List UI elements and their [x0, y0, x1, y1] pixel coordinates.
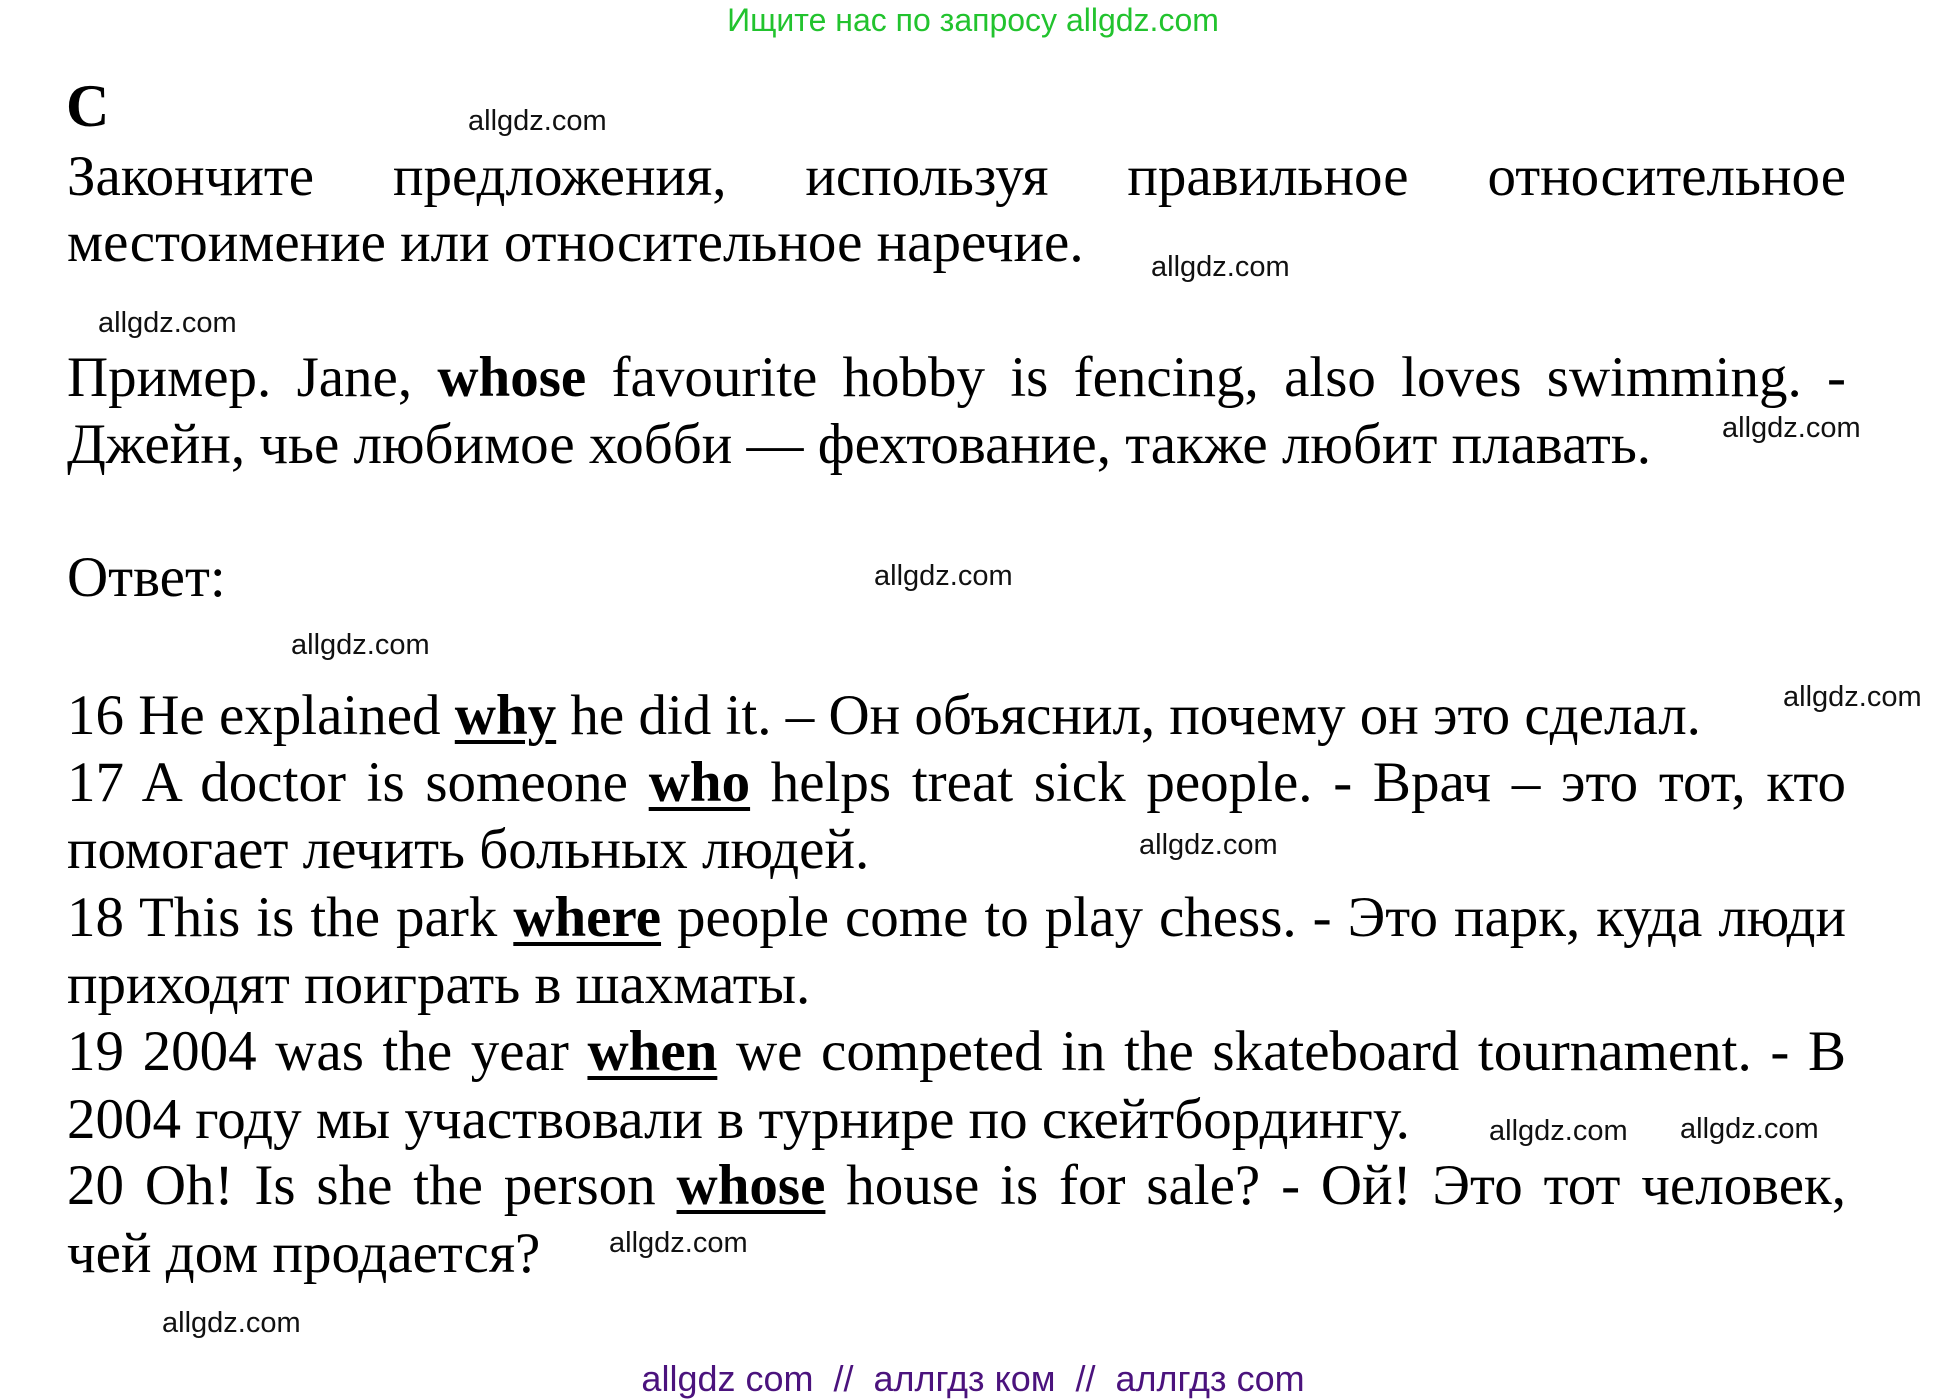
example-line-1 [67, 344, 1846, 411]
answer-20 [67, 1152, 1846, 1219]
answer-keyword: where [513, 886, 662, 949]
answer-text: 16 He explained [67, 684, 455, 747]
example-line-2: Джейн, чье любимое хобби — фехтование, также любит плавать. [67, 413, 1652, 476]
answer-20-line-2: чей дом продается? [67, 1222, 541, 1285]
answer-text: he did it. – Он объяснил, почему он это сделал. [556, 684, 1701, 747]
watermark: allgdz.com [1680, 1113, 1819, 1145]
watermark: allgdz.com [162, 1307, 301, 1339]
watermark: allgdz.com [609, 1227, 748, 1259]
watermark: allgdz.com [1151, 251, 1290, 283]
watermark: allgdz.com [874, 560, 1013, 592]
answer-text: 17 A doctor is someone [67, 751, 649, 814]
answer-17-line-2: помогает лечить больных людей. [67, 818, 870, 881]
answer-keyword: whose [676, 1154, 826, 1217]
watermark: allgdz.com [98, 307, 237, 339]
watermark: allgdz.com [1722, 412, 1861, 444]
watermark: allgdz.com [468, 105, 607, 137]
answer-text: 18 This is the park [67, 886, 514, 949]
answer-17 [67, 749, 1846, 816]
watermark: allgdz.com [291, 629, 430, 661]
search-promo-header: Ищите нас по запросу allgdz.com [727, 2, 1219, 38]
answer-18-line-2: приходят поиграть в шахматы. [67, 953, 811, 1016]
answer-19-line-2: 2004 году мы участвовали в турнире по скейтбордингу. [67, 1088, 1410, 1151]
answer-label: Ответ: [67, 546, 226, 609]
answer-keyword: when [587, 1020, 718, 1083]
task-instruction-line-2: местоимение или относительное наречие. [67, 211, 1084, 274]
answer-text: people come to play chess. - Это парк, куда люди [661, 886, 1846, 949]
answer-text: 19 2004 was the year [67, 1020, 588, 1083]
answer-text: we competed in the skateboard tournament. - В [717, 1020, 1846, 1083]
answer-text: house is for sale? - Ой! Это тот человек, [825, 1154, 1846, 1217]
answer-16 [67, 682, 1701, 749]
answer-keyword: why [454, 684, 557, 747]
example-text-post: favourite hobby is fencing, also loves swimming. - [586, 346, 1846, 409]
watermark: allgdz.com [1489, 1115, 1628, 1147]
answer-19 [67, 1018, 1846, 1085]
footer-watermark: allgdz com // аллгдз ком // аллгдз com [641, 1358, 1305, 1399]
watermark: allgdz.com [1783, 681, 1922, 713]
example-text-pre: Пример. Jane, [67, 346, 438, 409]
answer-keyword: who [648, 751, 751, 814]
section-letter: C [66, 73, 110, 139]
watermark: allgdz.com [1139, 829, 1278, 861]
task-instruction-line-1: Закончите предложения, используя правильное относительное [67, 145, 1846, 208]
example-keyword: whose [437, 346, 587, 409]
answer-text: helps treat sick people. - Врач – это тот, кто [750, 751, 1846, 814]
answer-18 [67, 884, 1846, 951]
answer-text: 20 Oh! Is she the person [67, 1154, 677, 1217]
